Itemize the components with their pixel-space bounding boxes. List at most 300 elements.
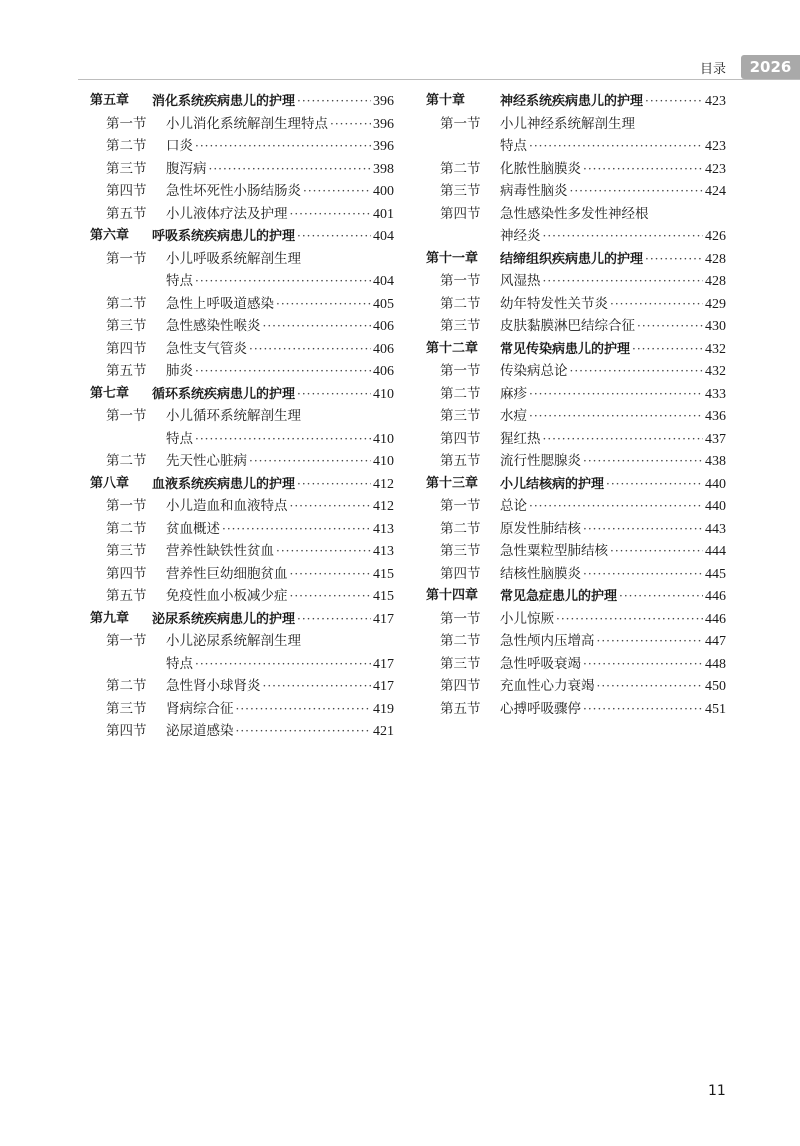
toc-section-entry[interactable] [426, 698, 726, 721]
dot-leader [263, 675, 372, 698]
toc-section-entry[interactable] [90, 720, 394, 743]
dot-leader [610, 293, 703, 316]
entry-page-number: 410 [373, 386, 394, 402]
dot-leader [637, 315, 703, 338]
dot-leader [645, 248, 703, 271]
dot-leader [222, 518, 371, 541]
toc-section-entry[interactable] [90, 698, 394, 721]
entry-title: 急性感染性喉炎 [166, 318, 261, 334]
entry-page-number: 451 [705, 701, 726, 717]
toc-section-entry[interactable] [426, 495, 726, 518]
section-label: 第二节 [440, 385, 481, 402]
toc-section-entry[interactable] [90, 113, 394, 136]
entry-title: 先天性心脏病 [166, 453, 247, 469]
entry-title-group [500, 540, 726, 564]
entry-title: 总论 [500, 498, 527, 514]
toc-section-entry[interactable] [426, 203, 726, 226]
entry-page-number: 419 [373, 701, 394, 717]
entry-title-group [500, 653, 726, 677]
entry-title-group [500, 428, 726, 452]
toc-section-entry[interactable] [426, 270, 726, 293]
entry-title: 小儿消化系统解剖生理特点 [166, 115, 328, 132]
section-label: 第二节 [106, 138, 147, 154]
dot-leader [276, 293, 371, 316]
entry-page-number: 421 [373, 724, 394, 739]
section-label: 第一节 [106, 633, 147, 649]
entry-title: 免疫性血小板减少症 [166, 588, 288, 604]
toc-section-entry[interactable] [90, 248, 394, 271]
toc-section-entry[interactable] [426, 360, 726, 383]
toc-section-entry[interactable] [426, 315, 726, 338]
dot-leader [195, 135, 371, 158]
entry-title: 口炎 [166, 138, 193, 154]
entry-title-group [166, 248, 394, 271]
toc-chapter-entry[interactable] [90, 90, 394, 113]
dot-leader [236, 720, 372, 743]
header-label: 目录 [700, 62, 727, 77]
entry-title: 传染病总论 [500, 363, 568, 379]
toc-section-entry[interactable] [90, 405, 394, 428]
entry-title-group [500, 113, 726, 136]
toc-section-entry[interactable] [426, 428, 726, 451]
toc-section-entry[interactable] [426, 113, 726, 136]
entry-page-number: 447 [705, 634, 726, 649]
toc-section-entry[interactable] [426, 563, 726, 586]
toc-chapter-entry[interactable] [426, 248, 726, 271]
entry-page-number: 404 [373, 274, 394, 289]
entry-title-group [166, 495, 394, 519]
toc-chapter-entry[interactable] [426, 585, 726, 608]
entry-title-group [500, 180, 726, 204]
toc-section-entry[interactable] [90, 518, 394, 541]
toc-chapter-entry[interactable] [90, 383, 394, 406]
entry-title: 小儿惊厥 [500, 610, 554, 627]
section-label: 第五节 [440, 700, 481, 717]
entry-page-number: 437 [705, 431, 726, 447]
dot-leader [303, 180, 371, 203]
dot-leader [297, 225, 371, 248]
entry-page-number: 426 [705, 229, 726, 244]
entry-title: 急性上呼吸道感染 [166, 295, 274, 312]
entry-title: 病毒性脑炎 [500, 183, 568, 199]
entry-title-group [166, 540, 394, 564]
entry-title-group [500, 360, 726, 384]
entry-page-number: 412 [373, 476, 394, 492]
toc-section-entry[interactable] [426, 405, 726, 428]
dot-leader [583, 653, 703, 676]
chapter-label: 第五章 [90, 93, 130, 108]
entry-page-number: 413 [373, 521, 394, 537]
entry-page-number: 430 [705, 319, 726, 334]
entry-title: 麻疹 [500, 385, 527, 402]
entry-page-number: 443 [705, 521, 726, 537]
entry-title: 急性粟粒型肺结核 [500, 543, 608, 559]
toc-chapter-entry[interactable] [426, 338, 726, 361]
entry-title: 泌尿系统疾病患儿的护理 [152, 611, 296, 627]
entry-title-group [500, 315, 726, 339]
entry-page-number: 410 [373, 431, 394, 447]
entry-title-group [166, 675, 394, 699]
dot-leader [556, 608, 703, 631]
entry-page-number: 406 [373, 364, 394, 379]
section-label: 第五节 [106, 363, 147, 379]
entry-title: 肾病综合征 [166, 700, 234, 717]
entry-page-number: 404 [373, 229, 394, 244]
section-label: 第一节 [106, 115, 147, 132]
section-label: 第二节 [440, 633, 481, 649]
dot-leader [249, 338, 371, 361]
dot-leader [610, 540, 703, 563]
entry-title-group [152, 608, 394, 632]
entry-title: 消化系统疾病患儿的护理 [152, 94, 296, 109]
chapter-label: 第六章 [90, 228, 130, 243]
section-label: 第三节 [440, 655, 481, 672]
dot-leader [195, 653, 371, 676]
toc-section-entry[interactable] [90, 158, 394, 181]
toc-section-entry[interactable] [90, 338, 394, 361]
entry-title: 小儿循环系统解剖生理 [166, 408, 301, 424]
section-label: 第一节 [106, 250, 147, 267]
entry-page-number: 415 [373, 589, 394, 604]
section-label: 第二节 [106, 520, 147, 537]
entry-page-number: 450 [705, 679, 726, 694]
toc-section-entry[interactable] [90, 653, 394, 676]
toc-section-entry[interactable] [426, 675, 726, 698]
entry-title: 急性颅内压增高 [500, 633, 595, 649]
toc-section-entry[interactable] [90, 180, 394, 203]
section-label: 第三节 [106, 160, 147, 177]
dot-leader [583, 450, 703, 473]
entry-title-group [500, 225, 726, 249]
entry-title: 循环系统疾病患儿的护理 [152, 386, 296, 402]
entry-title-group [500, 203, 726, 226]
toc-section-entry[interactable] [426, 158, 726, 181]
toc-section-entry[interactable] [90, 675, 394, 698]
dot-leader [276, 540, 371, 563]
entry-title-group [166, 270, 394, 294]
entry-title-group [166, 653, 394, 677]
toc-section-entry[interactable] [426, 293, 726, 316]
chapter-label: 第八章 [90, 475, 130, 491]
header-rule [78, 79, 800, 80]
section-label: 第二节 [440, 160, 481, 177]
entry-page-number: 410 [373, 454, 394, 469]
entry-page-number: 428 [705, 251, 726, 267]
entry-title: 小儿神经系统解剖生理 [500, 115, 635, 132]
section-label: 第三节 [106, 318, 147, 334]
entry-page-number: 417 [373, 611, 394, 627]
entry-title-group [500, 158, 726, 182]
entry-title: 营养性缺铁性贫血 [166, 543, 274, 559]
section-label: 第四节 [440, 205, 481, 222]
toc-section-entry[interactable] [90, 360, 394, 383]
dot-leader [263, 315, 372, 338]
entry-title: 小儿呼吸系统解剖生理 [166, 250, 301, 267]
dot-leader [597, 675, 704, 698]
entry-title-group [500, 270, 726, 294]
toc-section-entry[interactable] [90, 135, 394, 158]
toc-section-entry[interactable] [90, 270, 394, 293]
dot-leader [195, 428, 371, 451]
entry-page-number: 417 [373, 656, 394, 672]
entry-page-number: 400 [373, 184, 394, 199]
entry-title-group [166, 158, 394, 182]
dot-leader [583, 563, 703, 586]
entry-title-group [166, 405, 394, 428]
toc-chapter-entry[interactable] [426, 90, 726, 113]
entry-page-number: 428 [705, 274, 726, 289]
toc-section-entry[interactable] [426, 225, 726, 248]
dot-leader [583, 158, 703, 181]
entry-page-number: 396 [373, 94, 394, 109]
entry-title-group [500, 248, 726, 272]
entry-title-group [500, 383, 726, 407]
entry-page-number: 412 [373, 499, 394, 514]
entry-title-group [166, 585, 394, 609]
entry-page-number: 429 [705, 296, 726, 312]
section-label: 第二节 [106, 678, 147, 694]
section-label: 第四节 [440, 678, 481, 694]
chapter-label: 第十一章 [426, 250, 479, 266]
entry-title: 血液系统疾病患儿的护理 [152, 476, 296, 492]
page-number: 11 [708, 1083, 726, 1099]
entry-page-number: 401 [373, 206, 394, 222]
entry-title: 常见急症患儿的护理 [500, 589, 618, 604]
entry-page-number: 406 [373, 319, 394, 334]
section-label: 第一节 [440, 498, 481, 514]
section-label: 第四节 [106, 723, 147, 739]
entry-page-number: 446 [705, 611, 726, 627]
toc-section-entry[interactable] [426, 518, 726, 541]
section-label: 第二节 [440, 295, 481, 312]
entry-title-group [500, 630, 726, 654]
entry-title: 急性肾小球肾炎 [166, 678, 261, 694]
section-label: 第四节 [440, 565, 481, 582]
entry-title-group [500, 563, 726, 587]
toc-section-entry[interactable] [90, 563, 394, 586]
entry-page-number: 423 [705, 139, 726, 154]
entry-title-group [500, 698, 726, 722]
toc-section-entry[interactable] [426, 450, 726, 473]
entry-title-group [152, 383, 394, 407]
chapter-label: 第十四章 [426, 588, 479, 603]
toc-chapter-entry[interactable] [90, 608, 394, 631]
entry-title-group [500, 405, 726, 429]
entry-title: 猩红热 [500, 430, 541, 447]
dot-leader [529, 135, 703, 158]
entry-page-number: 440 [705, 499, 726, 514]
entry-page-number: 405 [373, 296, 394, 312]
entry-title: 特点 [166, 655, 193, 672]
entry-title-group [166, 360, 394, 384]
entry-title-group [500, 450, 726, 474]
toc-section-entry[interactable] [90, 450, 394, 473]
entry-title-group [500, 608, 726, 632]
toc-chapter-entry[interactable] [426, 473, 726, 496]
dot-leader [297, 473, 371, 496]
entry-title-group [166, 450, 394, 474]
toc-chapter-entry[interactable] [90, 225, 394, 248]
entry-page-number: 432 [705, 341, 726, 357]
toc-section-entry[interactable] [90, 540, 394, 563]
entry-title: 充血性心力衰竭 [500, 678, 595, 694]
toc-section-entry[interactable] [90, 293, 394, 316]
dot-leader [290, 495, 372, 518]
entry-title: 泌尿道感染 [166, 723, 234, 739]
entry-title-group [166, 720, 394, 744]
chapter-label: 第七章 [90, 385, 130, 401]
entry-title-group [166, 315, 394, 339]
dot-leader [297, 383, 371, 406]
chapter-label: 第九章 [90, 610, 130, 626]
section-label: 第四节 [106, 565, 147, 582]
entry-title-group [152, 90, 394, 114]
entry-title-group [500, 473, 726, 497]
toc-right-column [426, 90, 726, 720]
entry-title: 结缔组织疾病患儿的护理 [500, 251, 644, 267]
toc-section-entry[interactable] [426, 653, 726, 676]
entry-title: 肺炎 [166, 363, 193, 379]
dot-leader [290, 203, 372, 226]
entry-page-number: 413 [373, 544, 394, 559]
entry-title: 神经炎 [500, 228, 541, 244]
entry-page-number: 423 [705, 161, 726, 177]
toc-chapter-entry[interactable] [90, 473, 394, 496]
dot-leader [297, 90, 371, 113]
entry-title: 营养性巨幼细胞贫血 [166, 565, 288, 582]
entry-page-number: 444 [705, 544, 726, 559]
entry-title-group [166, 428, 394, 452]
toc-section-entry[interactable] [90, 315, 394, 338]
entry-page-number: 446 [705, 589, 726, 604]
entry-page-number: 415 [373, 566, 394, 582]
toc-section-entry[interactable] [90, 428, 394, 451]
section-label: 第三节 [106, 543, 147, 559]
section-label: 第一节 [440, 610, 481, 627]
section-label: 第四节 [106, 183, 147, 199]
dot-leader [583, 518, 703, 541]
dot-leader [236, 698, 372, 721]
dot-leader [529, 495, 703, 518]
entry-title: 心搏呼吸骤停 [500, 700, 581, 717]
entry-title: 呼吸系统疾病患儿的护理 [152, 229, 296, 244]
entry-title: 幼年特发性关节炎 [500, 295, 608, 312]
dot-leader [583, 698, 703, 721]
entry-title-group [166, 698, 394, 722]
dot-leader [529, 383, 703, 406]
dot-leader [570, 360, 704, 383]
entry-title: 急性支气管炎 [166, 340, 247, 357]
entry-title: 急性呼吸衰竭 [500, 655, 581, 672]
dot-leader [619, 585, 703, 608]
toc-section-entry[interactable] [90, 203, 394, 226]
toc-section-entry[interactable] [426, 540, 726, 563]
toc-section-entry[interactable] [426, 383, 726, 406]
entry-title-group [166, 630, 394, 653]
entry-page-number: 432 [705, 364, 726, 379]
entry-page-number: 396 [373, 116, 394, 132]
entry-title-group [166, 563, 394, 587]
dot-leader [597, 630, 704, 653]
toc-section-entry[interactable] [90, 495, 394, 518]
section-label: 第五节 [440, 453, 481, 469]
entry-title: 风湿热 [500, 273, 541, 289]
entry-title: 小儿造血和血液特点 [166, 498, 288, 514]
section-label: 第一节 [440, 363, 481, 379]
entry-title-group [152, 473, 394, 497]
section-label: 第二节 [440, 520, 481, 537]
toc-section-entry[interactable] [90, 630, 394, 653]
dot-leader [330, 113, 371, 136]
chapter-label: 第十二章 [426, 340, 479, 356]
entry-title: 化脓性脑膜炎 [500, 160, 581, 177]
section-label: 第三节 [106, 700, 147, 717]
entry-page-number: 396 [373, 139, 394, 154]
entry-title: 贫血概述 [166, 520, 220, 537]
section-label: 第三节 [440, 183, 481, 199]
dot-leader [249, 450, 371, 473]
entry-title: 急性坏死性小肠结肠炎 [166, 183, 301, 199]
entry-title-group [166, 338, 394, 362]
entry-title: 神经系统疾病患儿的护理 [500, 94, 644, 109]
entry-title-group [166, 293, 394, 317]
entry-title: 腹泻病 [166, 160, 207, 177]
header-year-badge: 2026 [741, 55, 800, 79]
entry-page-number: 423 [705, 94, 726, 109]
dot-leader [195, 360, 371, 383]
entry-page-number: 417 [373, 679, 394, 694]
dot-leader [632, 338, 703, 361]
dot-leader [543, 225, 704, 248]
section-label: 第二节 [106, 295, 147, 312]
entry-title: 急性感染性多发性神经根 [500, 205, 649, 222]
entry-title-group [500, 293, 726, 317]
toc-section-entry[interactable] [90, 585, 394, 608]
entry-title: 特点 [500, 138, 527, 154]
entry-title-group [166, 518, 394, 542]
section-label: 第二节 [106, 453, 147, 469]
dot-leader [543, 428, 704, 451]
section-label: 第一节 [440, 115, 481, 132]
dot-leader [543, 270, 704, 293]
entry-title: 皮肤黏膜淋巴结综合征 [500, 318, 635, 334]
toc-left-column [90, 90, 394, 743]
entry-title: 流行性腮腺炎 [500, 453, 581, 469]
entry-title-group [500, 495, 726, 519]
toc-section-entry[interactable] [426, 135, 726, 158]
toc-section-entry[interactable] [426, 180, 726, 203]
entry-page-number: 424 [705, 184, 726, 199]
toc-section-entry[interactable] [426, 608, 726, 631]
entry-title-group [166, 180, 394, 204]
entry-title-group [166, 203, 394, 227]
entry-title-group [500, 135, 726, 159]
entry-title-group [166, 135, 394, 159]
dot-leader [529, 405, 703, 428]
entry-page-number: 406 [373, 341, 394, 357]
entry-title-group [500, 675, 726, 699]
section-label: 第三节 [440, 318, 481, 334]
dot-leader [570, 180, 704, 203]
entry-page-number: 398 [373, 161, 394, 177]
entry-page-number: 433 [705, 386, 726, 402]
entry-page-number: 438 [705, 454, 726, 469]
toc-section-entry[interactable] [426, 630, 726, 653]
dot-leader [645, 90, 703, 113]
section-label: 第三节 [440, 543, 481, 559]
chapter-label: 第十章 [426, 93, 466, 108]
entry-title: 特点 [166, 430, 193, 447]
